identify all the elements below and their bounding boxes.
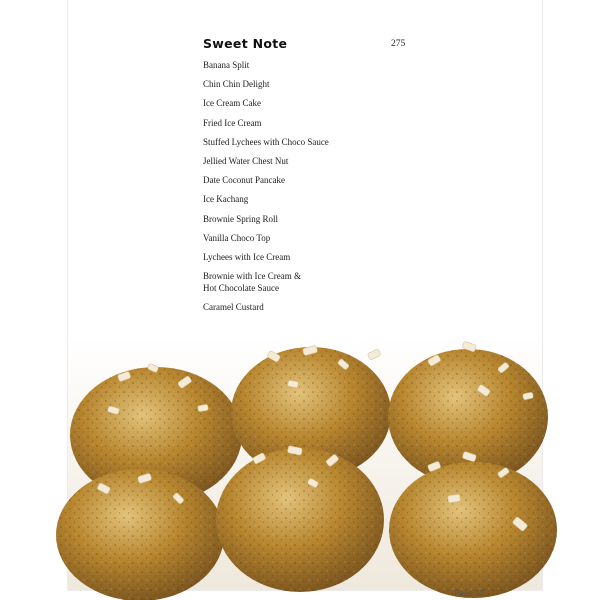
- menu-item: Ice Cream Cake: [203, 98, 261, 109]
- section-price: 275: [391, 39, 406, 49]
- menu-item: Ice Kachang: [203, 194, 249, 205]
- disclaimer-line: [128, 550, 508, 557]
- menu-item: Brownie Spring Roll: [203, 213, 279, 224]
- menu-item: Caramel Custard: [203, 301, 264, 312]
- disclaimer-text: [128, 550, 508, 557]
- page-number: Page 12: [454, 589, 484, 598]
- menu-item: Date Coconut Pancake: [203, 175, 285, 186]
- menu-item: Chin Chin Delight: [203, 79, 270, 90]
- pastry-front-row: [56, 448, 557, 600]
- menu-item: Stuffed Lychees with Choco Sauce: [203, 136, 329, 147]
- menu-list: [203, 60, 329, 321]
- menu-item: Brownie with Ice Cream & Hot Chocolate Sauce: [203, 271, 301, 293]
- menu-item: Lychees with Ice Cream: [203, 251, 291, 262]
- menu-item: Fried Ice Cream: [203, 117, 262, 128]
- section-title: Sweet Note: [203, 36, 288, 51]
- menu-item: Banana Split: [203, 60, 250, 70]
- menu-page: [68, 0, 542, 598]
- menu-item: Vanilla Choco Top: [203, 232, 271, 243]
- menu-item: Jellied Water Chest Nut: [203, 155, 289, 166]
